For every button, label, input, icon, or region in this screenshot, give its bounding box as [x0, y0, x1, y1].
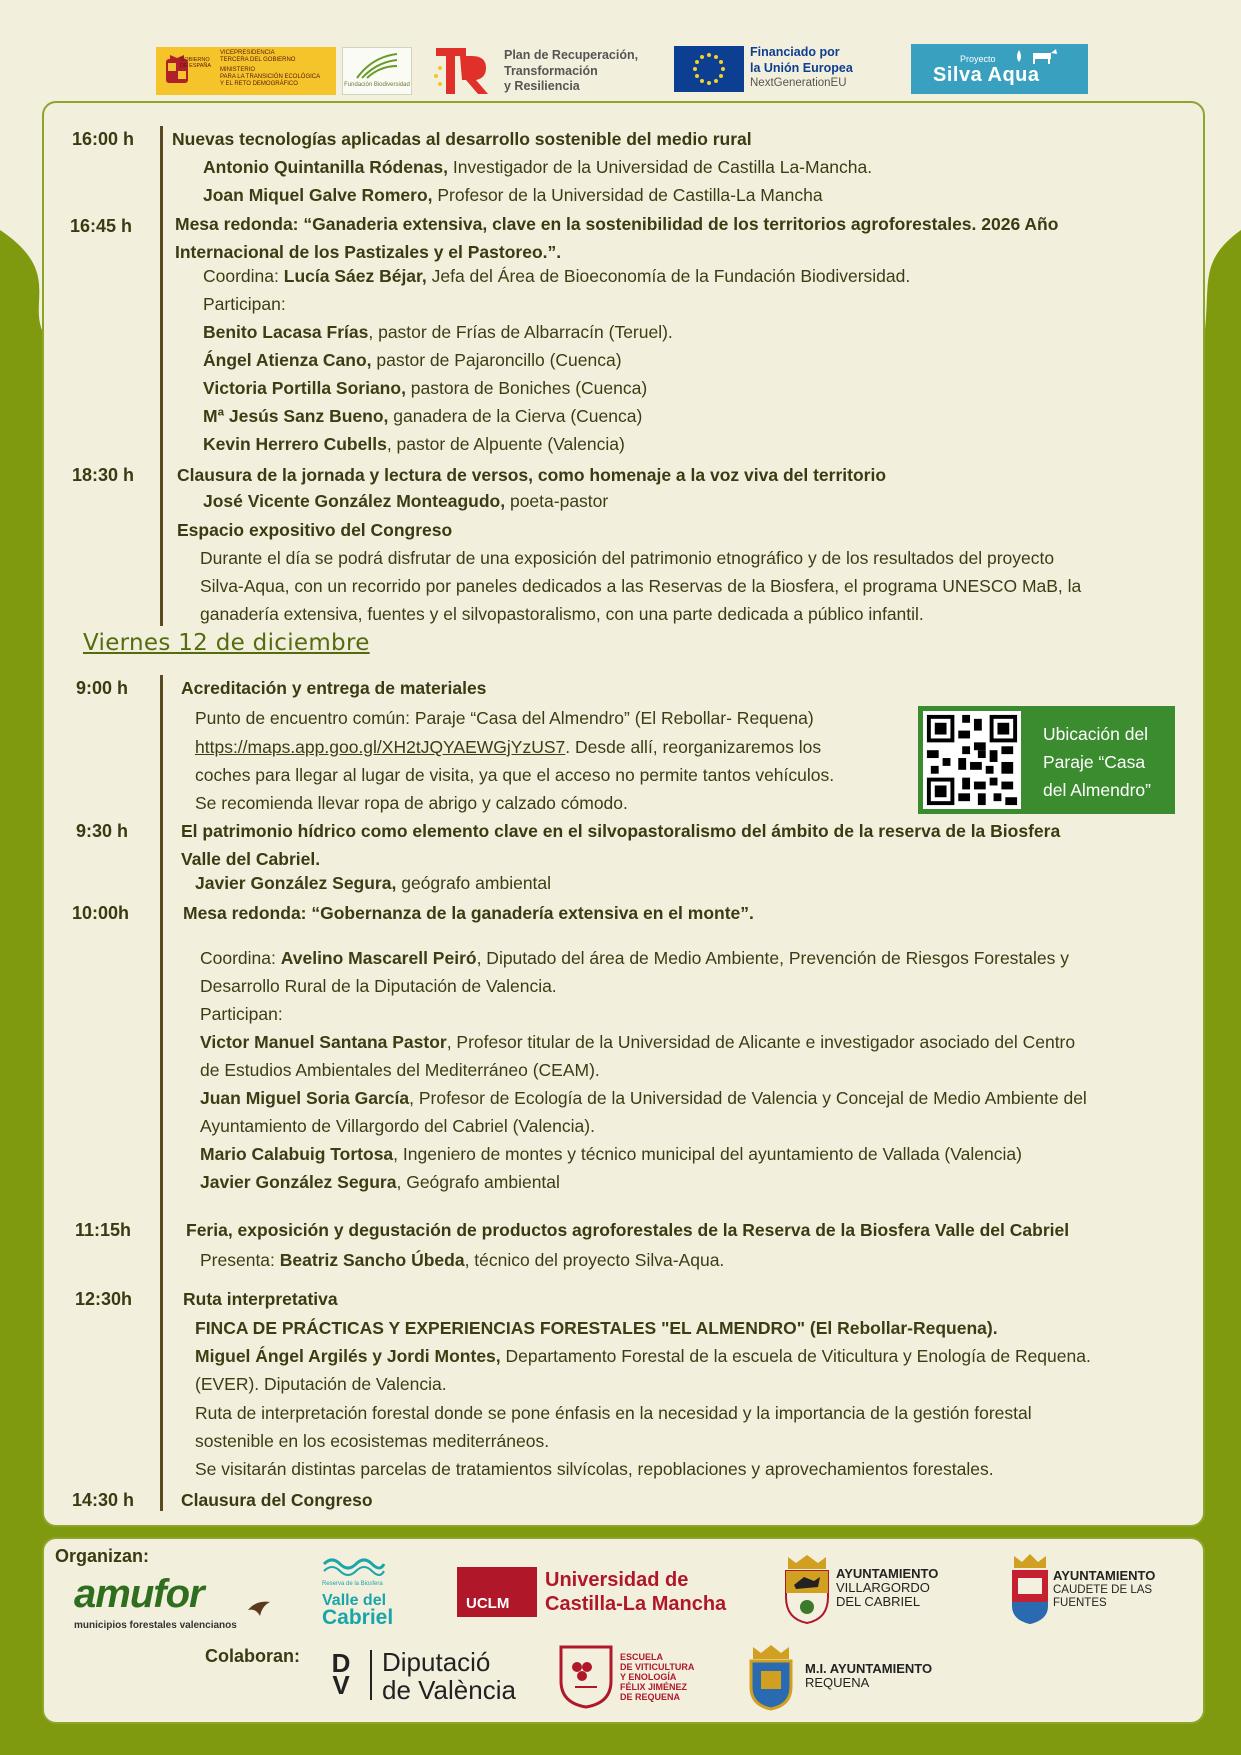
coordinator-line — [200, 947, 1069, 969]
gobierno-left-2: DE ESPAÑA — [180, 63, 212, 69]
session-title: Mesa redonda: “Ganaderia extensiva, clave en la sostenibilidad de los territorios agroforestales. 2026 Año — [175, 214, 1059, 234]
dv-line: Diputació — [382, 1647, 491, 1677]
qr-caption: del Almendro” — [1043, 780, 1151, 800]
speaker-name: Avelino Mascarell Peiró — [280, 948, 477, 968]
eu-line: la Unión Europea — [750, 60, 853, 75]
qr-code[interactable] — [923, 711, 1021, 809]
speaker-line — [203, 184, 823, 206]
speaker-name: Joan Miquel Galve Romero, — [203, 185, 433, 205]
req-line1: M.I. AYUNTAMIENTO — [805, 1661, 933, 1676]
speaker-name: Miguel Ángel Argilés y Jordi Montes, — [195, 1346, 501, 1366]
gobierno-line: VICEPRESIDENCIA — [220, 50, 275, 56]
ever-line: FÉLIX JIMÉNEZ — [620, 1682, 688, 1692]
speaker-desc: ganadera de la Cierva (Cuenca) — [388, 406, 643, 426]
eu-funding-logo — [674, 44, 874, 96]
timeline-divider-day1 — [160, 126, 163, 626]
amufor-logo: amufor — [74, 1572, 204, 1616]
info-text: Ayuntamiento de Villargordo del Cabriel (Valencia). — [200, 1116, 595, 1136]
info-text: sostenible en los ecosistemas mediterráneos. — [195, 1431, 550, 1451]
tr-logo-icon — [432, 46, 492, 96]
dv-divider — [370, 1650, 372, 1700]
fundacion-biodiversidad-logo — [342, 47, 412, 95]
presenta-label: Presenta: — [200, 1250, 280, 1270]
info-text: Se visitarán distintas parcelas de tratamientos silvícolas, repoblaciones y aprovechamientos forestales. — [195, 1459, 994, 1479]
session-title: Feria, exposición y degustación de productos agroforestales de la Reserva de la Biosfera Valle del Cabriel — [186, 1220, 1070, 1240]
speaker-line — [200, 1171, 560, 1193]
ever-crest-icon — [557, 1643, 615, 1709]
qr-code-icon — [923, 711, 1021, 809]
session-title-cont: Valle del Cabriel. — [181, 849, 321, 869]
venue-line — [195, 1317, 998, 1339]
goat-drop-icon — [1013, 48, 1063, 66]
villargordo-crest-icon — [780, 1553, 834, 1625]
speaker-desc: Jefa del Área de Bioeconomía de la Fundación Biodiversidad. — [426, 266, 911, 286]
speaker-name: Lucía Sáez Béjar, — [283, 266, 427, 286]
gobierno-left-1: GOBIERNO — [180, 57, 210, 63]
speaker-line — [203, 321, 673, 343]
session-title: El patrimonio hídrico como elemento clave en el silvopastoralismo del ámbito de la reserva de la Biosfera — [181, 821, 1061, 841]
exhibit-text: Silva-Aqua, con un recorrido por paneles dedicados a las Reservas de la Biosfera, el programa UNESCO MaB, la — [200, 576, 1082, 596]
exhibit-text: ganadería extensiva, fuentes y el silvopastoralismo, con una parte dedicada a público infantil. — [200, 604, 924, 624]
speaker-desc: , pastor de Frías de Albarracín (Teruel). — [368, 322, 673, 342]
speaker-desc: poeta-pastor — [505, 491, 609, 511]
time-1600: 16:00 h — [72, 129, 135, 149]
silva-big: Silva Aqua — [933, 64, 1040, 86]
speaker-desc: , pastor de Alpuente (Valencia) — [386, 434, 625, 454]
speaker-line — [195, 1345, 1091, 1367]
eu-flag-icon — [674, 46, 744, 92]
info-text: Ruta de interpretación forestal donde se pone énfasis en la necesidad y la importancia de la gestión forestal — [195, 1403, 1032, 1423]
meeting-point: Punto de encuentro común: Paraje “Casa del Almendro” (El Rebollar- Requena) — [195, 708, 814, 728]
speaker-desc: Profesor de la Universidad de Castilla-La Mancha — [432, 185, 823, 205]
session-title: Ruta interpretativa — [183, 1289, 338, 1309]
gobierno-espana-logo — [156, 47, 336, 95]
speaker-name: Ángel Atienza Cano, — [203, 350, 372, 370]
speaker-name: Kevin Herrero Cubells — [203, 434, 387, 454]
caud-line2: CAUDETE DE LAS — [1053, 1584, 1153, 1596]
plan-recuperacion-logo — [432, 44, 662, 96]
info-text: Se recomienda llevar ropa de abrigo y calzado cómodo. — [195, 793, 628, 813]
speaker-desc: , Profesor titular de la Universidad de Alicante e investigador asociado del Centro — [446, 1032, 1076, 1052]
speaker-name: Javier González Segura — [200, 1172, 397, 1192]
caudete-name — [1053, 1569, 1155, 1610]
presenter-line — [200, 1249, 724, 1271]
fundacion-label: Fundación Biodiversidad — [344, 82, 410, 88]
speaker-line — [203, 405, 642, 427]
gobierno-line: TERCERA DEL GOBIERNO — [220, 57, 296, 63]
ever-line: ESCUELA — [620, 1652, 664, 1662]
caudete-crest-icon — [1008, 1550, 1052, 1626]
speaker-name: Mª Jesús Sanz Bueno, — [203, 406, 389, 426]
qr-location-box — [918, 706, 1175, 814]
info-text: (EVER). Diputación de Valencia. — [195, 1374, 447, 1394]
ever-line: DE VITICULTURA — [620, 1662, 695, 1672]
speaker-name: Juan Miguel Soria García — [200, 1088, 410, 1108]
speaker-line — [195, 872, 551, 894]
speaker-line — [203, 349, 622, 371]
venue-name: FINCA DE PRÁCTICAS Y EXPERIENCIAS FORESTALES "EL ALMENDRO" (El Rebollar-Requena). — [195, 1318, 998, 1338]
eu-sub: NextGenerationEU — [750, 77, 847, 89]
speaker-line — [200, 1031, 1075, 1053]
session-title: Espacio expositivo del Congreso — [177, 520, 453, 540]
map-link-line — [195, 736, 821, 758]
speaker-name: Victoria Portilla Soriano, — [203, 378, 406, 398]
silva-small: Proyecto — [960, 54, 996, 64]
qr-caption: Paraje “Casa — [1043, 752, 1146, 772]
map-link[interactable]: https://maps.app.goo.gl/XH2tJQYAEWGjYzUS7 — [195, 737, 566, 757]
dv-mark-1: D — [331, 1648, 351, 1678]
session-title: Clausura del Congreso — [181, 1490, 373, 1510]
ever-line: DE REQUENA — [620, 1692, 681, 1702]
coordina-label: Coordina: — [203, 266, 284, 286]
map-link-desc: . Desde allí, reorganizaremos los — [565, 737, 822, 757]
gobierno-line: Y EL RETO DEMOGRÁFICO — [220, 81, 298, 87]
dv-mark — [322, 1648, 360, 1700]
speaker-desc: Departamento Forestal de la escuela de Viticultura y Enología de Requena. — [500, 1346, 1091, 1366]
coordinator-line — [203, 265, 910, 287]
speaker-desc: pastora de Boniches (Cuenca) — [405, 378, 648, 398]
uclm-name — [545, 1568, 726, 1616]
speaker-line — [200, 1143, 1022, 1165]
speaker-line — [200, 1087, 1087, 1109]
participan-label: Participan: — [203, 294, 286, 314]
requena-name — [805, 1662, 932, 1690]
session-title: Mesa redonda: “Gobernanza de la ganadería extensiva en el monte”. — [183, 903, 754, 923]
eu-line: Financiado por — [750, 45, 840, 59]
speaker-name: Mario Calabuig Tortosa — [200, 1144, 394, 1164]
speaker-name: José Vicente González Monteagudo, — [203, 491, 506, 511]
speaker-line — [203, 156, 872, 178]
gobierno-line: MINISTERIO — [220, 67, 256, 73]
speaker-desc: , técnico del proyecto Silva-Aqua. — [464, 1250, 725, 1270]
speaker-name: Benito Lacasa Frías — [203, 322, 369, 342]
speaker-desc: , Profesor de Ecología de la Universidad de Valencia y Concejal de Medio Ambiente del — [409, 1088, 1087, 1108]
speaker-desc: , Ingeniero de montes y técnico municipal del ayuntamiento de Vallada (Valencia) — [393, 1144, 1022, 1164]
time-1645: 16:45 h — [70, 216, 133, 236]
uclm-line: Castilla-La Mancha — [545, 1593, 727, 1615]
villa-line2: VILLARGORDO — [836, 1580, 930, 1595]
dv-line: de València — [382, 1675, 516, 1705]
speaker-desc: , Diputado del área de Medio Ambiente, Prevención de Riesgos Forestales y — [476, 948, 1069, 968]
uclm-logo — [457, 1567, 537, 1617]
exhibit-text: Durante el día se podrá disfrutar de una exposición del patrimonio etnográfico y de los resultados del proyecto — [200, 548, 1055, 568]
req-line2: REQUENA — [805, 1675, 870, 1690]
vc-line2: Cabriel — [322, 1606, 394, 1629]
speaker-line — [203, 377, 647, 399]
info-text: Desarrollo Rural de la Diputación de Valencia. — [200, 976, 557, 996]
speaker-name: Antonio Quintanilla Ródenas, — [203, 157, 448, 177]
time-0900: 9:00 h — [76, 678, 129, 698]
silva-aqua-logo — [911, 44, 1088, 94]
info-text: coches para llegar al lugar de visita, ya que el acceso no permite tantos vehículos. — [195, 765, 835, 785]
time-0930: 9:30 h — [76, 821, 129, 841]
time-1830: 18:30 h — [72, 465, 135, 485]
bird-icon — [246, 1598, 272, 1618]
speaker-desc: geógrafo ambiental — [396, 873, 552, 893]
grass-icon — [352, 52, 402, 80]
time-1115: 11:15h — [75, 1220, 132, 1240]
session-title: Nuevas tecnologías aplicadas al desarrollo sostenible del medio rural — [172, 129, 752, 149]
timeline-divider-day2 — [160, 675, 163, 1511]
caud-line3: FUENTES — [1053, 1597, 1107, 1609]
info-text: de Estudios Ambientales del Mediterráneo (CEAM). — [200, 1060, 600, 1080]
speaker-name: Victor Manuel Santana Pastor — [200, 1032, 447, 1052]
day-heading: Viernes 12 de diciembre — [83, 630, 370, 656]
speaker-line — [203, 433, 625, 455]
uclm-line: Universidad de — [545, 1569, 689, 1591]
colaboran-label: Colaboran: — [205, 1646, 301, 1666]
speaker-desc: Investigador de la Universidad de Castilla La-Mancha. — [448, 157, 873, 177]
ever-line: Y ENOLOGÍA — [620, 1672, 677, 1682]
speaker-desc: pastor de Pajaroncillo (Cuenca) — [371, 350, 622, 370]
plan-line: Transformación — [504, 63, 598, 78]
amufor-sub: municipios forestales valencianos — [74, 1620, 237, 1631]
session-title: Acreditación y entrega de materiales — [181, 678, 487, 698]
session-title: Clausura de la jornada y lectura de versos, como homenaje a la voz viva del territorio — [177, 465, 887, 485]
plan-line: y Resiliencia — [504, 79, 580, 93]
organizan-label: Organizan: — [55, 1546, 150, 1566]
caud-line1: AYUNTAMIENTO — [1053, 1568, 1156, 1583]
requena-crest-icon — [747, 1641, 795, 1711]
villa-line3: DEL CABRIEL — [836, 1594, 921, 1609]
vc-line1: Valle del — [322, 1592, 387, 1609]
time-1430: 14:30 h — [72, 1490, 135, 1510]
vc-small: Reserva de la Biosfera — [322, 1581, 383, 1587]
gobierno-line: PARA LA TRANSICIÓN ECOLÓGICA — [220, 74, 321, 80]
villa-line1: AYUNTAMIENTO — [836, 1566, 939, 1581]
ever-name — [620, 1652, 694, 1702]
villargordo-name — [836, 1567, 938, 1609]
dv-mark-2: V — [332, 1670, 350, 1700]
participan-label: Participan: — [200, 1004, 283, 1024]
time-1230: 12:30h — [75, 1289, 133, 1309]
waves-icon — [322, 1556, 386, 1576]
time-1000: 10:00h — [72, 903, 130, 923]
speaker-desc: , Geógrafo ambiental — [396, 1172, 560, 1192]
diputacio-name — [382, 1648, 516, 1704]
session-title-cont: Internacional de los Pastizales y el Pastoreo.”. — [175, 242, 562, 262]
speaker-line — [203, 490, 608, 512]
plan-line: Plan de Recuperación, — [504, 48, 639, 62]
speaker-name: Beatriz Sancho Úbeda — [279, 1250, 465, 1270]
speaker-name: Javier González Segura, — [195, 873, 397, 893]
qr-caption: Ubicación del — [1043, 724, 1149, 744]
coordina-label: Coordina: — [200, 948, 281, 968]
uclm-box-text: UCLM — [466, 1595, 510, 1612]
